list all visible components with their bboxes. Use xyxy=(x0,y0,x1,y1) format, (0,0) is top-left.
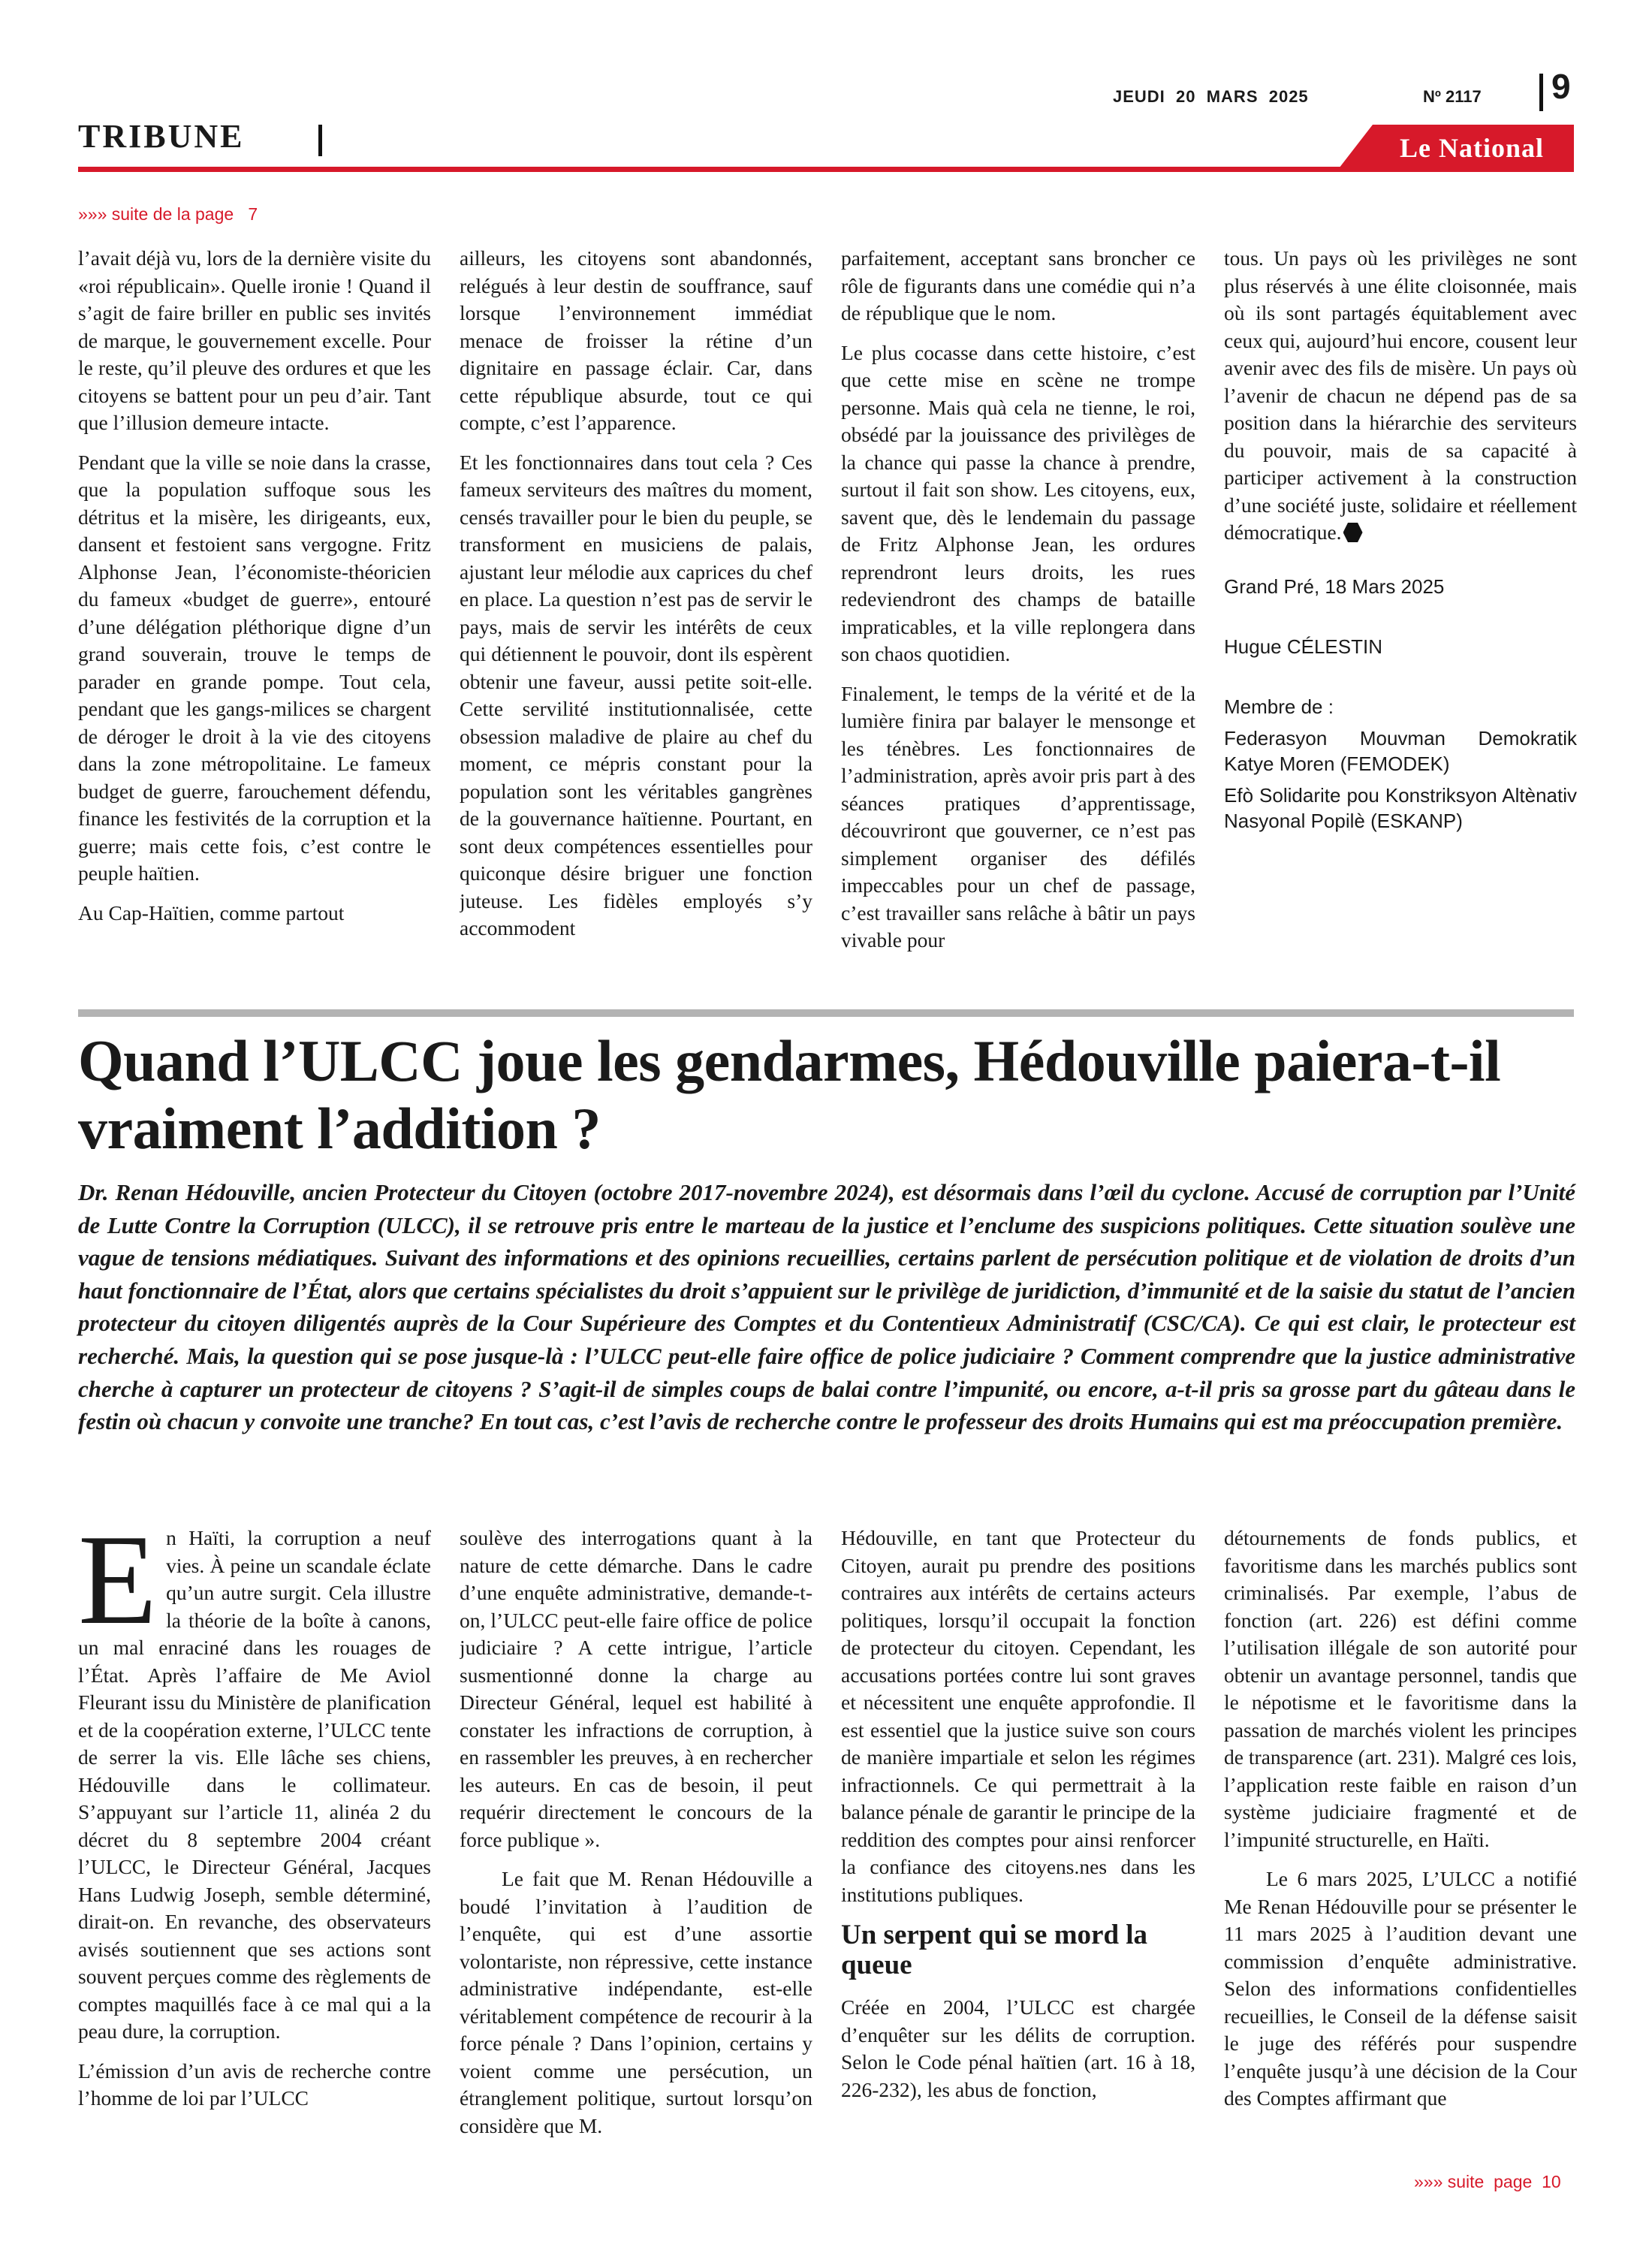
tribune-column-4 xyxy=(1224,245,1577,981)
article-lead: Dr. Renan Hédouville, ancien Protecteur du Citoyen (octobre 2017-novembre 2024), est désormais dans l’œil du cyclone. Accusé de corruption par l’Unité de Lutte Contre la Corruption (ULCC), il se retrouve pris entre le marteau de la justice et l’enclume des suspicions politiques. Cette situation soulève une vague de tensions médiatiques. Suivant des informations et des opinions recueillies, certains parlent de persécution politique et de violation de droits d’un haut fonctionnaire de l’État, alors que certains spécialistes du droit s’appuient sur le privilège de juridiction, d’immunité et de la saisie du statut de l’ancien protecteur du citoyen diligentés auprès de la Cour Supérieure des Comptes et du Contentieux Administratif (CSC/CA). Ce qui est clair, le protecteur est recherché. Mais, la question qui se pose jusque-là : l’ULCC peut-elle faire office de police judiciaire ? Comment comprendre que la justice administrative cherche à capturer un protecteur de citoyens ? S’agit-il de simples coups de balai contre l’impunité, ou encore, a-t-il pris sa grosse part du gâteau dans le festin où chacun y convoite une tranche? En tout cas, c’est l’avis de recherche contre le professeur des droits Humains qui est ma préoccupation première. xyxy=(78,1179,1575,1435)
paragraph: détournements de fonds publics, et favoritisme dans les marchés publics sont criminalisés. Par exemple, l’abus de fonction (art. 226) est défini comme l’utilisation illégale de son autorité pour obtenir un avantage personnel, tandis que le népotisme et le favoritisme dans la passation de marchés violent les principes de transparence (art. 231). Malgré ces lois, l’application reste faible en raison d’un système judiciaire fragmenté et de l’impunité structurelle, en Haïti. xyxy=(1224,1526,1577,1851)
article-separator xyxy=(78,1009,1574,1017)
paragraph: Le plus cocasse dans cette histoire, c’est que cette mise en scène ne trompe personne. Mais quà cela ne tienne, le roi, obsédé par la jouissance des privilèges de la chance qui passe la chance à prendre, surtout il fait son show. Les citoyens, eux, savent que, dès le lendemain du passage de Fritz Alphonse Jean, les ordures reprendront leurs droits, les rues redeviendront des champs de bataille impraticables, et la ville replongera dans son chaos quotidien. xyxy=(841,340,1195,665)
paragraph: Le 6 mars 2025, L’ULCC a notifié Me Renan Hédouville pour se présenter le 11 mars 2025 à l’audition devant une commission d’enquête administrative. Selon des informations confidentielles recueillies, le Conseil de la défense saisit le juge des référés pour suspendre l’enquête jusqu’à une décision de la Cour des Comptes affirmant que xyxy=(1224,1867,1577,2110)
article-column-1 xyxy=(78,1525,431,2163)
continued-from-link[interactable]: »»» suite de la page 7 xyxy=(78,204,258,224)
member-label: Membre de : xyxy=(1224,695,1334,718)
opening-text: n Haïti, la corruption a neuf vies. À peine un scandale éclate qu’un autre surgit. Cela illustre la théorie de la boîte à canons, un mal enraciné dans les rouages de l’État. Après l’affaire de Me Aviol Fleurant issu du Ministère de planification et de la coopération externe, l’ULCC tente de serrer la vis. Elle lâche ses chiens, Hédouville dans le collimateur. S’appuyant sur l’article 11, alinéa 2 du décret du 8 septembre 2004 créant l’ULCC, le Directeur Général, Jacques Hans Ludwig Joseph, semble déterminé, dirait-on. En revanche, des observateurs avisés soutiennent que ses actions sont souvent perçues comme des règlements de comptes maquillés face à ce mal qui a la peau dure, la corruption. xyxy=(78,1526,431,2043)
tribune-column-3 xyxy=(841,245,1195,981)
paragraph: L’émission d’un avis de recherche contre l’homme de loi par l’ULCC xyxy=(78,2058,431,2110)
paragraph: l’avait déjà vu, lors de la dernière visite du «roi républicain». Quelle ironie ! Quand il s’agit de faire briller en public ses invités de marque, le gouvernement excelle. Pour le reste, qu’il pleuve des ordures et que les citoyens se battent pour un peu d’air. Tant que l’illusion demeure intacte. xyxy=(78,246,431,434)
article-column-2 xyxy=(460,1525,812,2163)
article-column-4 xyxy=(1224,1525,1577,2163)
paragraph: Pendant que la ville se noie dans la crasse, que la population suffoque sous les détritus et la misère, les dirigeants, eux, dansent et festoient sans vergogne. Fritz Alphonse Jean, l’économiste-théoricien du fameux «budget de guerre», entouré d’une délégation pléthorique digne d’un grand souverain, trouve le temps de parader en grande pompe. Tout cela, pendant que les gangs-milices se chargent de déroger le droit à la vie des citoyens dans la zone métropolitaine. Le fameux budget de guerre, farouchement défendu, finance les festivités de la corruption et la guerre; mais cette fois, c’est contre le peuple haïtien. xyxy=(78,450,431,885)
paragraph: soulève des interrogations quant à la nature de cette démarche. Dans le cadre d’une enquête administrative, demande-t-on, l’ULCC peut-elle faire office de police judiciaire ? A cette intrigue, l’article susmentionné donne la charge au Directeur Général, lequel est habilité à constater les infractions de corruption, à en rassembler les preuves, à en rechercher les auteurs. En cas de besoin, il peut requérir directement le concours de la force publique ». xyxy=(460,1526,812,1851)
paragraph: Créée en 2004, l’ULCC est chargée d’enquêter sur les délits de corruption. Selon le Code pénal haïtien (art. 16 à 18, 226-232), les abus de fonction, xyxy=(841,1995,1195,2101)
paragraph: Le fait que M. Renan Hédouville a boudé l’invitation à l’audition de l’enquête, qui est d’une assortie volontariste, non répressive, cette instance administrative indépendante, est-elle véritablement compétence de recourir à la force pénale ? Dans l’opinion, certains y voient comme une persécution, un étranglement politique, surtout lorsqu’on considère que M. xyxy=(460,1867,812,2137)
closing-paragraph-text: tous. Un pays où les privilèges ne sont plus réservés à une élite cloisonnée, mais où ils sont partagés équitablement avec ceux qui, aujourd’hui encore, cousent leur avenir avec des fils de misère. Un pays où l’avenir de chacun ne dépend pas de sa position dans la hiérarchie des serviteurs du pouvoir, mais de sa capacité à participer activement à la construction d’une société juste, solidaire et réellement démocratique. xyxy=(1224,246,1577,544)
issue-date: JEUDI 20 MARS 2025 xyxy=(1113,87,1309,106)
organization-femodek: Federasyon Mouvman Demokratik Katye Moren (FEMODEK) xyxy=(1224,726,1577,775)
continued-on-link[interactable]: »»» suite page 10 xyxy=(1414,2172,1561,2191)
paragraph: Hédouville, en tant que Protecteur du Citoyen, aurait pu prendre des positions contraires aux intérêts de certains acteurs politiques, lorsqu’il occupait la fonction de protecteur du citoyen. Cependant, les accusations portées contre lui sont graves et nécessitent une enquête approfondie. Il est essentiel que la justice suive son cours de manière impartiale et selon les régimes infractionnels. Ce qui permettrait à la balance pénale de garantir le principe de la reddition des comptes pour ainsi renforcer la confiance des citoyens.nes dans les institutions publiques. xyxy=(841,1526,1195,1906)
article-column-3 xyxy=(841,1525,1195,2163)
newspaper-brand: Le National xyxy=(1399,133,1544,163)
end-of-article-icon xyxy=(1343,523,1363,542)
paragraph: Au Cap-Haïtien, comme partout xyxy=(78,900,345,924)
section-divider xyxy=(318,125,322,156)
paragraph: parfaitement, acceptant sans broncher ce rôle de figurants dans une comédie qui n’a de république que le nom. xyxy=(841,246,1195,324)
paragraph: ailleurs, les citoyens sont abandonnés, relégués à leur destin de souffrance, sauf lorsque l’environnement immédiat menace de froisser la rétine d’un dignitaire en passage éclair. Car, dans cette république absurde, tout ce qui compte, c’est l’apparence. xyxy=(460,246,812,434)
tribune-column-2 xyxy=(460,245,812,981)
paragraph: Finalement, le temps de la vérité et de la lumière finira par balayer le mensonge et les ténèbres. Les fonctionnaires de l’administration, après avoir pris part à des séances pratiques d’apprentissage, découvriront que gouverner, ce n’est pas simplement organiser des défilés impeccables pour un chef de passage, c’est travailler sans relâche à bâtir un pays vivable pour xyxy=(841,681,1195,952)
page-number-divider xyxy=(1539,74,1543,111)
paragraph xyxy=(78,1525,431,2046)
article-headline: Quand l’ULCC joue les gendarmes, Hédouville paiera-t-il vraiment l’addition ? xyxy=(78,1028,1501,1161)
author-name: Hugue CÉLESTIN xyxy=(1224,635,1382,658)
signature-place-date: Grand Pré, 18 Mars 2025 xyxy=(1224,575,1445,598)
issue-number: Nº 2117 xyxy=(1423,87,1482,106)
tribune-column-1 xyxy=(78,245,431,981)
page-number: 9 xyxy=(1551,67,1571,106)
subheading: Un serpent qui se mord la queue xyxy=(841,1920,1148,1980)
paragraph xyxy=(1224,245,1577,547)
section-title: TRIBUNE xyxy=(78,118,245,155)
organization-eskanp: Efò Solidarite pou Konstriksyon Altènativ Nasyonal Popilè (ESKANP) xyxy=(1224,783,1577,832)
drop-cap: E xyxy=(78,1525,158,1651)
paragraph: Et les fonctionnaires dans tout cela ? Ces fameux serviteurs des maîtres du moment, censés travailler pour le bien du peuple, se transforment en musiciens de palais, ajustant leur mélodie aux caprices du chef en place. La question n’est pas de servir le pays, mais de servir les intérêts de ceux qui détiennent le pouvoir, dont ils espèrent obtenir une faveur, aussi petite soit-elle. Cette servilité institutionnalisée, cette obsession maladive de plaire au chef du moment, ce mépris constant pour la population sont les véritables gangrènes de la gouvernance haïtienne. Pourtant, en sont deux compétences essentielles pour quiconque désire briguer une fonction juteuse. Les fidèles employés s’y accommodent xyxy=(460,450,812,940)
